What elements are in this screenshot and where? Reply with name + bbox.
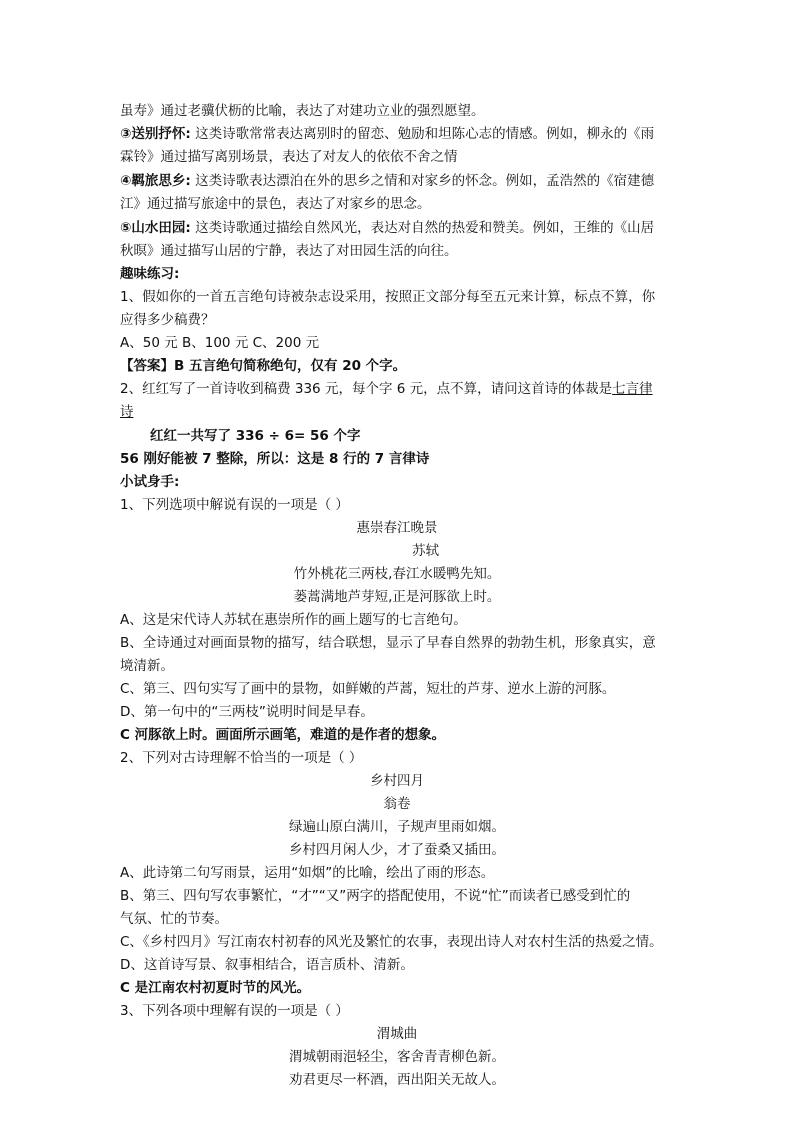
question-stem: 3、下列各项中理解有误的一项是（ ）	[120, 1003, 349, 1019]
question-line: 1、假如你的一首五言绝句诗被杂志设采用，按照正文部分每至五元来计算，标点不算，你	[120, 289, 656, 305]
poem-title: 渭城曲	[376, 1026, 418, 1042]
poem-title: 惠崇春江晚景	[356, 520, 438, 536]
text-line: 秋暝》通过描写山居的宁静，表达了对田园生活的向往。	[120, 243, 458, 259]
text-line: 虽寿》通过老骥伏枥的比喻，表达了对建功立业的强烈愿望。	[120, 103, 485, 119]
try-it-heading: 小试身手:	[120, 474, 180, 490]
fun-practice-heading: 趣味练习:	[120, 266, 180, 282]
farewell-text: 这类诗歌常常表达离别时的留恋、勉励和坦陈心志的情感。例如，柳永的《雨	[190, 126, 655, 142]
farewell-line	[120, 123, 654, 145]
poem-line: 渭城朝雨浥轻尘，客舍青青柳色新。	[289, 1049, 505, 1065]
question-text: 2、红红写了一首诗收到稿费 336 元，每个字 6 元，点不算，请问这首诗的体裁是	[120, 381, 613, 397]
option-c: C、第三、四句实写了画中的景物，如鲜嫩的芦蒿，短壮的芦芽、逆水上游的河豚。	[120, 681, 616, 697]
option-b-cont: 气氛、忙的节奏。	[120, 911, 228, 927]
question-stem: 2、下列对古诗理解不恰当的一项是（ ）	[120, 750, 363, 766]
text-line: 霖铃》通过描写离别场景，表达了对友人的依依不舍之情	[120, 149, 458, 165]
option-b: B、全诗通过对画面景物的描写，结合联想，显示了早春自然界的勃勃生机，形象真实，意	[120, 635, 656, 651]
pastoral-line	[120, 217, 654, 239]
travel-text: 这类诗歌表达漂泊在外的思乡之情和对家乡的怀念。例如，孟浩然的《宿建德	[190, 173, 655, 189]
option-d: D、这首诗写景、叙事相结合，语言质朴、清新。	[120, 957, 414, 973]
underlined-answer: 七言律	[612, 381, 653, 397]
poem-line: 绿遍山原白满川，子规声里雨如烟。	[289, 819, 505, 835]
poem-author: 苏轼	[412, 543, 439, 559]
calculation-line: 红红一共写了 336 ÷ 6= 56 个字	[150, 428, 361, 444]
farewell-heading: ③送别抒怀:	[120, 126, 191, 142]
option-a: A、这是宋代诗人苏轼在惠崇所作的画上题写的七言绝句。	[120, 612, 467, 628]
answer-line: C 河豚欲上时。画面所示画笔，难道的是作者的想象。	[120, 727, 446, 743]
pastoral-heading: ⑤山水田园:	[120, 220, 191, 236]
options-line: A、50 元 B、100 元 C、200 元	[120, 335, 320, 351]
text-line: 江》通过描写旅途中的景色，表达了对家乡的思念。	[120, 196, 431, 212]
pastoral-text: 这类诗歌通过描绘自然风光，表达对自然的热爱和赞美。例如，王维的《山居	[190, 220, 655, 236]
option-b: B、第三、四句写农事繁忙，“才”“又”两字的搭配使用，不说“忙”而读者已感受到忙的	[120, 888, 631, 904]
option-c: C、《乡村四月》写江南农村初春的风光及繁忙的农事，表现出诗人对农村生活的热爱之情。	[120, 934, 663, 950]
poem-line: 蒌蒿满地芦芽短,正是河豚欲上时。	[293, 589, 501, 605]
option-b-cont: 境清新。	[120, 658, 174, 674]
conclusion-line: 56 刚好能被 7 整除，所以：这是 8 行的 7 言律诗	[120, 451, 430, 467]
poem-line: 劝君更尽一杯酒，西出阳关无故人。	[289, 1072, 505, 1088]
option-d: D、第一句中的“三两枝”说明时间是早春。	[120, 704, 374, 720]
poem-line: 竹外桃花三两枝,春江水暖鸭先知。	[293, 566, 501, 582]
travel-line	[120, 170, 654, 192]
option-a: A、此诗第二句写雨景，运用“如烟”的比喻，绘出了雨的形态。	[120, 865, 495, 881]
travel-heading: ④羁旅思乡:	[120, 173, 191, 189]
answer-line: C 是江南农村初夏时节的风光。	[120, 980, 311, 996]
poem-author: 翁卷	[383, 796, 411, 812]
underlined-answer: 诗	[120, 404, 134, 420]
poem-title: 乡村四月	[370, 773, 424, 789]
question-line: 应得多少稿费？	[120, 312, 215, 328]
question-stem: 1、下列选项中解说有误的一项是（ ）	[120, 497, 349, 513]
answer-line: 【答案】B 五言绝句简称绝句，仅有 20 个字。	[120, 358, 407, 374]
poem-line: 乡村四月闲人少，才了蚕桑又插田。	[289, 842, 505, 858]
question-line	[120, 378, 653, 400]
